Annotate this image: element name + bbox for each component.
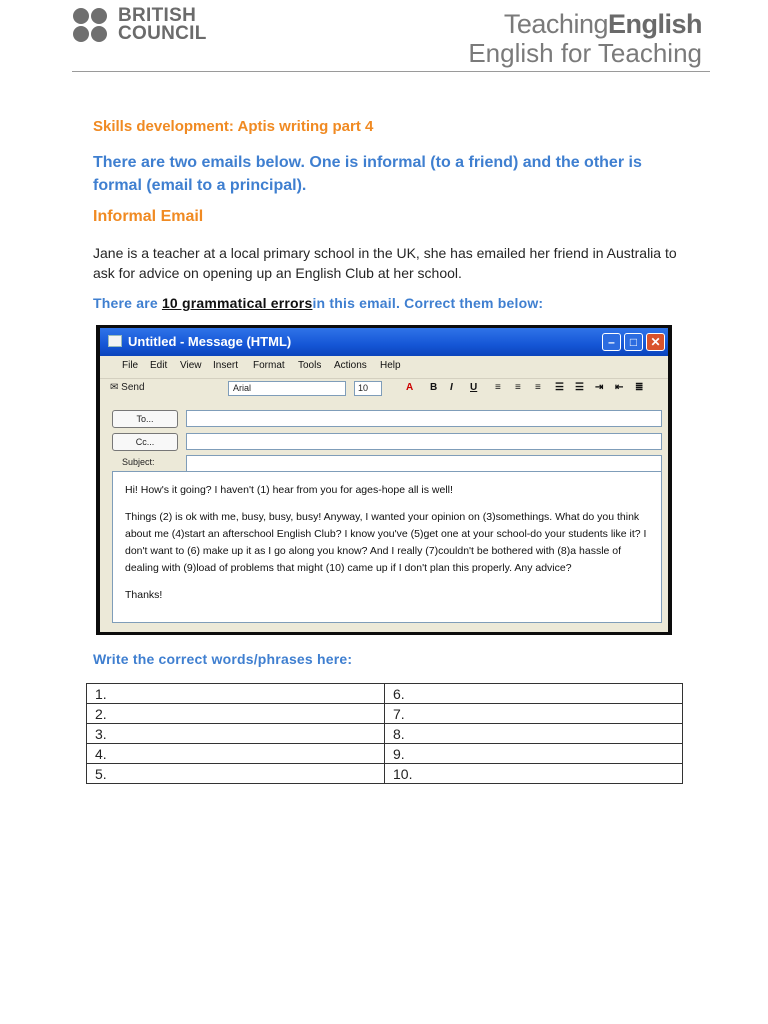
- intro-heading: There are two emails below. One is informal (to a friend) and the other is formal (email to a principal).: [93, 154, 642, 194]
- instruction-emphasis: 10 grammatical errors: [161, 295, 313, 311]
- to-button[interactable]: To...: [112, 410, 178, 428]
- answer-cell[interactable]: 8.: [385, 724, 683, 744]
- send-button[interactable]: ✉ Send: [110, 382, 145, 393]
- numbering-icon[interactable]: ☰: [575, 382, 584, 393]
- table-row: [87, 704, 683, 724]
- font-select[interactable]: Arial: [228, 381, 346, 396]
- email-window-screenshot: [96, 325, 672, 635]
- instruction-text: [93, 295, 543, 311]
- menu-file[interactable]: File: [122, 360, 139, 371]
- british-council-logo-icon: [73, 8, 113, 44]
- align-center-icon[interactable]: ≡: [515, 382, 521, 393]
- answer-cell[interactable]: 7.: [385, 704, 683, 724]
- answer-cell[interactable]: 4.: [87, 744, 385, 764]
- instruction-pre: There are: [93, 295, 162, 311]
- email-line-2: Things (2) is ok with me, busy, busy, busy! Anyway, I wanted your opinion on (3)somethings. What do you think about me (4)start an afterschool English Club? I know you've (5)get one at your school-do your students like it? I don't want to (6) make up it as I go along you know? And I really (7)couldn't be bothered with (8)a hassle of dealing with (9)load of problems that might (10) came up if I don't plan this properly. Any advice?: [125, 511, 647, 574]
- write-answers-label: Write the correct words/phrases here:: [93, 651, 353, 667]
- answer-cell[interactable]: 2.: [87, 704, 385, 724]
- brand-bold: English: [607, 9, 702, 39]
- subject-label: Subject:: [122, 457, 155, 467]
- answer-cell[interactable]: 10.: [385, 764, 683, 784]
- answer-cell[interactable]: 1.: [87, 684, 385, 704]
- table-row: [87, 764, 683, 784]
- italic-icon[interactable]: I: [450, 382, 453, 393]
- outdent-icon[interactable]: ⇤: [615, 382, 624, 393]
- page-title: Skills development: Aptis writing part 4: [93, 118, 374, 135]
- menu-edit[interactable]: Edit: [150, 360, 168, 371]
- menu-view[interactable]: View: [180, 360, 202, 371]
- table-row: [87, 684, 683, 704]
- menu-tools[interactable]: Tools: [298, 360, 322, 371]
- font-color-icon[interactable]: A: [406, 382, 414, 393]
- subject-field[interactable]: [186, 455, 662, 472]
- instruction-post: in this email. Correct them below:: [312, 295, 544, 311]
- maximize-icon[interactable]: □: [624, 333, 643, 351]
- font-size-select[interactable]: 10: [354, 381, 382, 396]
- align-right-icon[interactable]: ≡: [535, 382, 541, 393]
- menu-actions[interactable]: Actions: [334, 360, 367, 371]
- answers-table: [86, 683, 683, 784]
- brand-subtitle: English for Teaching: [468, 38, 702, 68]
- header-divider: [72, 71, 710, 72]
- bullets-icon[interactable]: ☰: [555, 382, 564, 393]
- answer-cell[interactable]: 9.: [385, 744, 683, 764]
- table-row: [87, 744, 683, 764]
- british-council-logo-text: [118, 7, 207, 43]
- email-line-1: Hi! How's it going? I haven't (1) hear from you for ages-hope all is well!: [125, 484, 453, 496]
- logo-line-2: COUNCIL: [118, 23, 207, 44]
- logo-line-1: BRITISH: [118, 5, 197, 26]
- window-titlebar: [100, 328, 668, 356]
- cc-button[interactable]: Cc...: [112, 433, 178, 451]
- menu-format[interactable]: Format: [253, 360, 285, 371]
- answer-cell[interactable]: 6.: [385, 684, 683, 704]
- section-heading: Informal Email: [93, 208, 204, 225]
- menu-bar: [100, 356, 668, 378]
- email-line-3: Thanks!: [125, 589, 163, 601]
- brand-light: Teaching: [503, 9, 608, 39]
- minimize-icon[interactable]: –: [602, 333, 621, 351]
- to-field[interactable]: [186, 410, 662, 427]
- menu-insert[interactable]: Insert: [213, 360, 239, 371]
- teaching-english-brand: [504, 9, 702, 40]
- more-icon[interactable]: ≣: [635, 382, 644, 393]
- message-icon: [108, 335, 122, 347]
- table-row: [87, 724, 683, 744]
- email-body[interactable]: [112, 471, 662, 623]
- window-title: Untitled - Message (HTML): [128, 334, 292, 349]
- format-toolbar: [100, 378, 668, 398]
- align-left-icon[interactable]: ≡: [495, 382, 501, 393]
- close-icon[interactable]: ✕: [646, 333, 665, 351]
- answer-cell[interactable]: 5.: [87, 764, 385, 784]
- bold-icon[interactable]: B: [430, 382, 438, 393]
- underline-icon[interactable]: U: [470, 382, 478, 393]
- indent-icon[interactable]: ⇥: [595, 382, 604, 393]
- intro-paragraph: Jane is a teacher at a local primary school in the UK, she has emailed her friend in Australia to ask for advice on opening up an English Club at her school.: [93, 245, 677, 281]
- answer-cell[interactable]: 3.: [87, 724, 385, 744]
- send-label: Send: [121, 382, 145, 393]
- menu-help[interactable]: Help: [380, 360, 401, 371]
- cc-field[interactable]: [186, 433, 662, 450]
